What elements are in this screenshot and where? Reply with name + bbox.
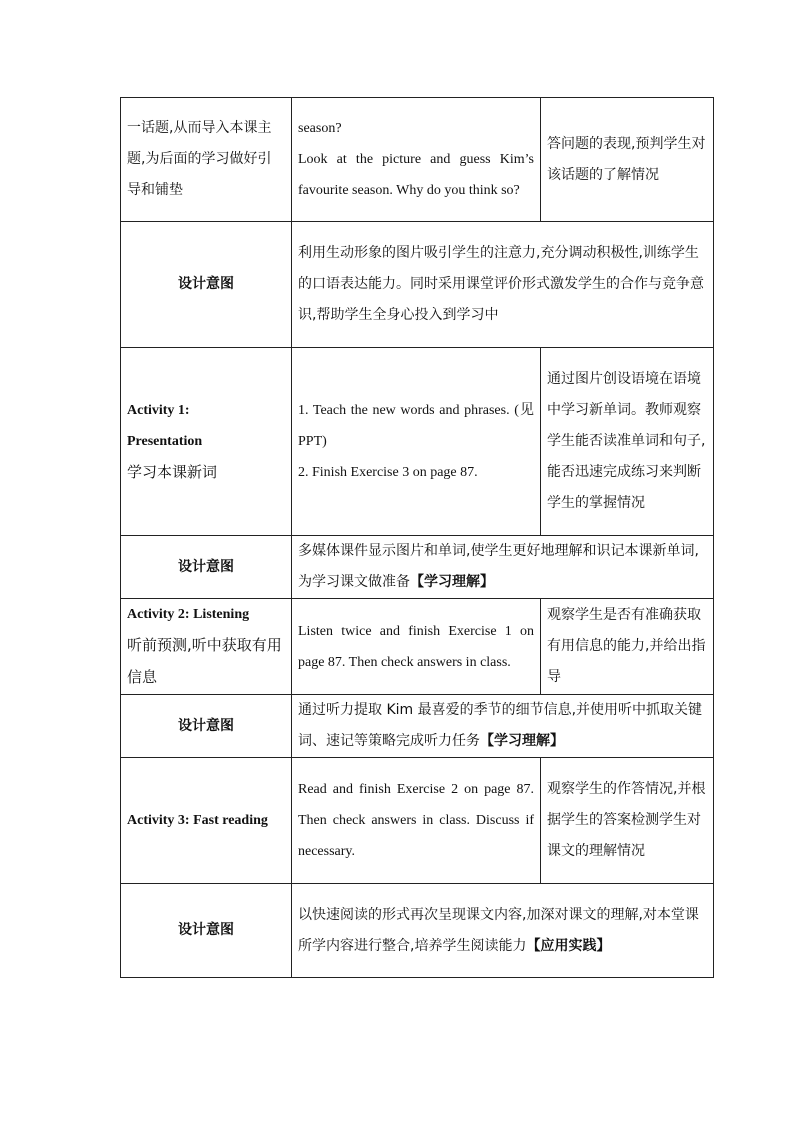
design-intent-label: 设计意图 bbox=[121, 536, 292, 599]
step-task-cell bbox=[292, 98, 541, 222]
table-row bbox=[121, 222, 714, 348]
assessment-cell bbox=[541, 599, 714, 695]
task-line: 2. Finish Exercise 3 on page 87. bbox=[298, 465, 478, 480]
task-line: Look at the picture and guess Kim’s favourite season. Why do you think so? bbox=[298, 152, 534, 198]
activity-task-cell bbox=[292, 348, 541, 536]
activity-title-cell bbox=[121, 758, 292, 884]
table-row bbox=[121, 884, 714, 978]
assessment-cell bbox=[541, 98, 714, 222]
table-row bbox=[121, 599, 714, 695]
assessment-text: 答问题的表现,预判学生对该话题的了解情况 bbox=[547, 135, 706, 183]
activity-title-cell bbox=[121, 348, 292, 536]
assessment-text: 观察学生的作答情况,并根据学生的答案检测学生对课文的理解情况 bbox=[547, 781, 706, 859]
step-purpose-cell bbox=[121, 98, 292, 222]
activity-title-cell bbox=[121, 599, 292, 695]
design-intent-label: 设计意图 bbox=[121, 222, 292, 348]
design-intent-text: 利用生动形象的图片吸引学生的注意力,充分调动积极性,训练学生的口语表达能力。同时采用课堂评价形式激发学生的合作与竞争意识,帮助学生全身心投入到学习中 bbox=[292, 222, 714, 348]
task-line: 1. Teach the new words and phrases. (见 PPT) bbox=[298, 403, 534, 449]
activity-subtitle: 听前预测,听中获取有用信息 bbox=[127, 636, 282, 686]
table-row bbox=[121, 348, 714, 536]
assessment-cell bbox=[541, 758, 714, 884]
task-line: Listen twice and finish Exercise 1 on page 87. Then check answers in class. bbox=[298, 623, 534, 670]
design-intent-text: 多媒体课件显示图片和单词,使学生更好地理解和识记本课新单词,为学习课文做准备【学习理解】 bbox=[292, 536, 714, 599]
competency-tag: 【学习理解】 bbox=[410, 574, 494, 590]
design-intent-label: 设计意图 bbox=[121, 884, 292, 978]
table-row bbox=[121, 98, 714, 222]
assessment-cell bbox=[541, 348, 714, 536]
step-purpose-text: 一话题,从而导入本课主题,为后面的学习做好引导和铺垫 bbox=[127, 120, 272, 198]
activity-task-cell bbox=[292, 758, 541, 884]
table-row bbox=[121, 536, 714, 599]
table-row bbox=[121, 758, 714, 884]
design-intent-text: 通过听力提取 Kim 最喜爱的季节的细节信息,并使用听中抓取关键词、速记等策略完成听力任务【学习理解】 bbox=[292, 695, 714, 758]
lesson-plan-table bbox=[120, 97, 714, 978]
activity-title: Activity 3: Fast reading bbox=[127, 813, 268, 828]
competency-tag: 【应用实践】 bbox=[526, 937, 611, 954]
activity-task-cell bbox=[292, 599, 541, 695]
task-line: season? bbox=[298, 121, 342, 136]
activity-title: Presentation bbox=[127, 434, 203, 449]
competency-tag: 【学习理解】 bbox=[480, 733, 564, 749]
assessment-text: 通过图片创设语境在语境中学习新单词。教师观察学生能否读准单词和句子,能否迅速完成练习来判断学生的掌握情况 bbox=[547, 371, 706, 511]
table-row bbox=[121, 695, 714, 758]
activity-title: Activity 2: Listening bbox=[127, 607, 250, 622]
design-intent-text: 以快速阅读的形式再次呈现课文内容,加深对课文的理解,对本堂课所学内容进行整合,培养学生阅读能力【应用实践】 bbox=[292, 884, 714, 978]
assessment-text: 观察学生是否有准确获取有用信息的能力,并给出指导 bbox=[547, 607, 706, 685]
activity-title: Activity 1: bbox=[127, 403, 190, 418]
task-line: Read and finish Exercise 2 on page 87. Then check answers in class. Discuss if necessary. bbox=[298, 782, 534, 859]
activity-subtitle: 学习本课新词 bbox=[127, 463, 218, 481]
design-intent-label: 设计意图 bbox=[121, 695, 292, 758]
